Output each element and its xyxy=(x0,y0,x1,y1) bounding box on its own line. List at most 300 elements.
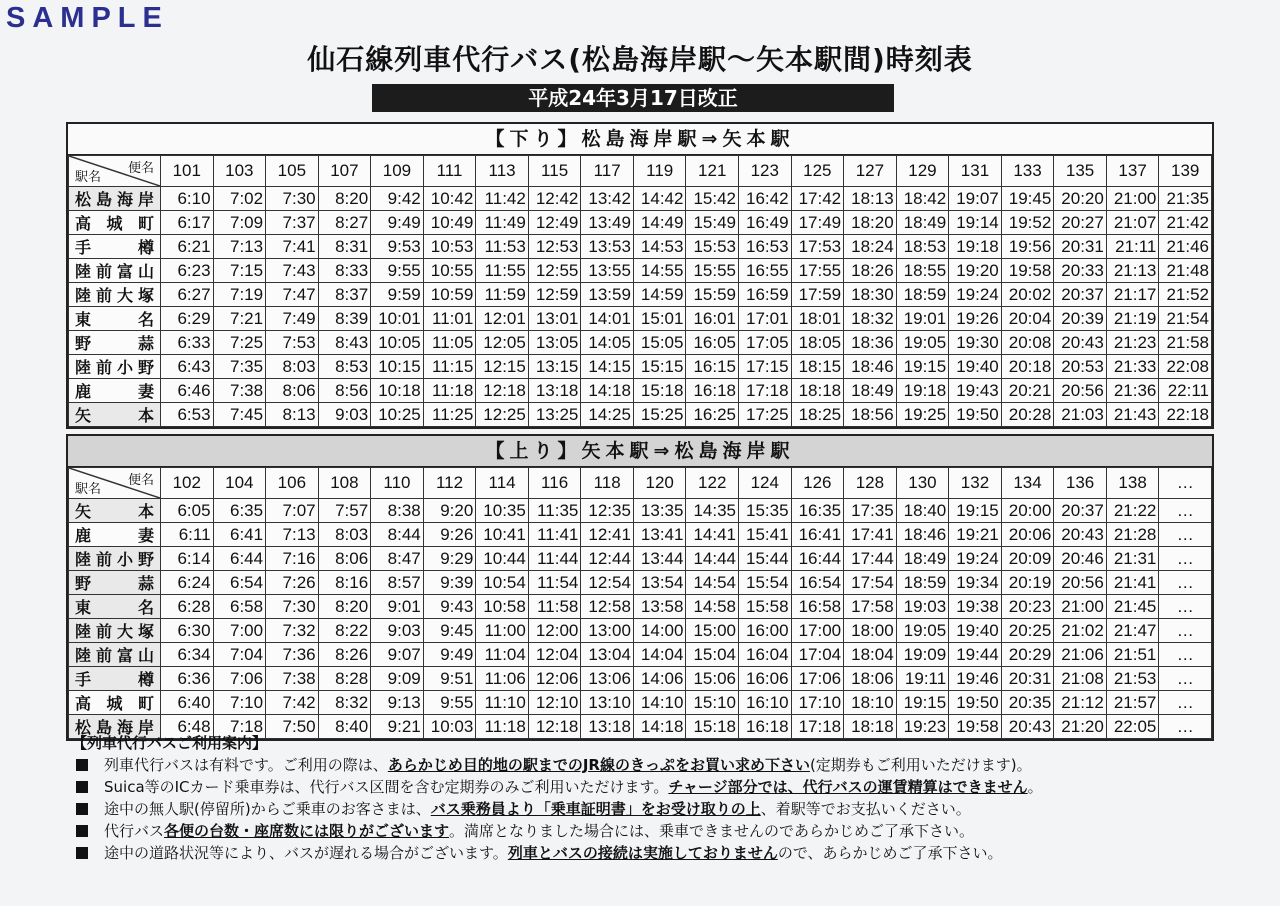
time-cell: 15:18 xyxy=(633,379,686,403)
time-cell: 15:42 xyxy=(686,187,739,211)
time-cell: 7:47 xyxy=(266,283,319,307)
note-item xyxy=(70,820,1220,842)
time-cell: 21:42 xyxy=(1159,211,1212,235)
time-cell: 17:25 xyxy=(739,403,792,427)
time-cell: … xyxy=(1159,523,1212,547)
time-cell: 11:25 xyxy=(423,403,476,427)
time-cell: 20:43 xyxy=(1054,523,1107,547)
time-cell: 13:49 xyxy=(581,211,634,235)
time-cell: 10:42 xyxy=(423,187,476,211)
note-text: 代行バス xyxy=(104,822,165,840)
time-cell: 6:40 xyxy=(161,691,214,715)
station-name: 鹿妻 xyxy=(69,523,161,547)
time-cell: 6:27 xyxy=(161,283,214,307)
time-cell: 20:53 xyxy=(1054,355,1107,379)
page-title: 仙石線列車代行バス(松島海岸駅～矢本駅間)時刻表 xyxy=(307,43,973,76)
corner-label-train: 便名 xyxy=(127,473,154,488)
station-name: 野蒜 xyxy=(69,331,161,355)
time-cell: 19:44 xyxy=(949,643,1002,667)
train-number: 102 xyxy=(161,468,214,499)
station-name: 野蒜 xyxy=(69,571,161,595)
time-cell: 19:15 xyxy=(896,691,949,715)
time-cell: 6:24 xyxy=(161,571,214,595)
time-cell: 13:06 xyxy=(581,667,634,691)
time-cell: 18:46 xyxy=(896,523,949,547)
table-row xyxy=(69,379,1212,403)
table-row xyxy=(69,619,1212,643)
time-cell: 19:58 xyxy=(949,715,1002,739)
time-cell: … xyxy=(1159,619,1212,643)
time-cell: 15:35 xyxy=(739,499,792,523)
time-cell: 7:35 xyxy=(213,355,266,379)
time-cell: 12:04 xyxy=(528,643,581,667)
time-cell: 15:06 xyxy=(686,667,739,691)
time-cell: 17:41 xyxy=(844,523,897,547)
time-cell: 14:53 xyxy=(633,235,686,259)
time-cell: 20:43 xyxy=(1001,715,1054,739)
table-row xyxy=(69,331,1212,355)
time-cell: 7:25 xyxy=(213,331,266,355)
time-cell: 18:04 xyxy=(844,643,897,667)
time-cell: 12:58 xyxy=(581,595,634,619)
time-cell: 18:42 xyxy=(896,187,949,211)
time-cell: 12:15 xyxy=(476,355,529,379)
time-cell: 11:58 xyxy=(528,595,581,619)
train-number: 134 xyxy=(1001,468,1054,499)
time-cell: 12:59 xyxy=(528,283,581,307)
note-item xyxy=(70,798,1220,820)
time-cell: 14:18 xyxy=(633,715,686,739)
table-row xyxy=(69,307,1212,331)
train-number: 121 xyxy=(686,156,739,187)
time-cell: 16:49 xyxy=(739,211,792,235)
time-cell: 19:03 xyxy=(896,595,949,619)
time-cell: 9:59 xyxy=(371,283,424,307)
time-cell: 19:40 xyxy=(949,619,1002,643)
time-cell: 7:00 xyxy=(213,619,266,643)
time-cell: 18:30 xyxy=(844,283,897,307)
time-cell: 9:45 xyxy=(423,619,476,643)
time-cell: 13:25 xyxy=(528,403,581,427)
time-cell: 8:47 xyxy=(371,547,424,571)
time-cell: … xyxy=(1159,499,1212,523)
train-number: 127 xyxy=(844,156,897,187)
time-cell: 15:25 xyxy=(633,403,686,427)
time-cell: 19:52 xyxy=(1001,211,1054,235)
time-cell: 20:31 xyxy=(1001,667,1054,691)
table-row xyxy=(69,355,1212,379)
time-cell: 21:45 xyxy=(1106,595,1159,619)
time-cell: 8:37 xyxy=(318,283,371,307)
time-cell: 7:26 xyxy=(266,571,319,595)
time-cell: 15:41 xyxy=(739,523,792,547)
time-cell: 10:55 xyxy=(423,259,476,283)
time-cell: 18:00 xyxy=(844,619,897,643)
time-cell: 9:01 xyxy=(371,595,424,619)
time-cell: 19:05 xyxy=(896,619,949,643)
time-cell: 7:36 xyxy=(266,643,319,667)
time-cell: 17:54 xyxy=(844,571,897,595)
time-cell: 8:13 xyxy=(266,403,319,427)
time-cell: 10:58 xyxy=(476,595,529,619)
time-cell: 19:05 xyxy=(896,331,949,355)
time-cell: 7:15 xyxy=(213,259,266,283)
time-cell: 10:01 xyxy=(371,307,424,331)
table-row xyxy=(69,643,1212,667)
time-cell: 7:43 xyxy=(266,259,319,283)
time-cell: 11:55 xyxy=(476,259,529,283)
time-cell: 21:35 xyxy=(1159,187,1212,211)
time-cell: 19:25 xyxy=(896,403,949,427)
time-cell: 21:03 xyxy=(1054,403,1107,427)
time-cell: 13:05 xyxy=(528,331,581,355)
time-cell: 19:09 xyxy=(896,643,949,667)
note-text: Suica等のICカード乗車券は、代行バス区間を含む定期券のみご利用いただけます。 xyxy=(104,778,669,796)
note-item xyxy=(70,842,1220,864)
time-cell: 16:25 xyxy=(686,403,739,427)
time-cell: 14:05 xyxy=(581,331,634,355)
time-cell: 19:26 xyxy=(949,307,1002,331)
time-cell: 21:00 xyxy=(1054,595,1107,619)
time-cell: 21:02 xyxy=(1054,619,1107,643)
time-cell: 16:05 xyxy=(686,331,739,355)
down-table xyxy=(68,155,1212,427)
time-cell: 21:28 xyxy=(1106,523,1159,547)
bullet-square-icon xyxy=(76,803,88,815)
time-cell: 21:33 xyxy=(1106,355,1159,379)
time-cell: 13:00 xyxy=(581,619,634,643)
time-cell: 12:44 xyxy=(581,547,634,571)
time-cell: 19:18 xyxy=(949,235,1002,259)
time-cell: 19:20 xyxy=(949,259,1002,283)
up-heading: 【上り】矢本駅⇒松島海岸駅 xyxy=(68,436,1212,467)
note-text: 列車代行バスは有料です。ご利用の際は、 xyxy=(104,756,388,774)
time-cell: 19:46 xyxy=(949,667,1002,691)
time-cell: 14:01 xyxy=(581,307,634,331)
time-cell: 18:26 xyxy=(844,259,897,283)
time-cell: 6:46 xyxy=(161,379,214,403)
time-cell: 18:56 xyxy=(844,403,897,427)
time-cell: 22:11 xyxy=(1159,379,1212,403)
time-cell: 6:34 xyxy=(161,643,214,667)
time-cell: 16:04 xyxy=(739,643,792,667)
down-timetable xyxy=(66,122,1214,429)
time-cell: 19:43 xyxy=(949,379,1002,403)
time-cell: 21:58 xyxy=(1159,331,1212,355)
time-cell: 10:53 xyxy=(423,235,476,259)
time-cell: 16:18 xyxy=(739,715,792,739)
time-cell: 10:25 xyxy=(371,403,424,427)
time-cell: 16:18 xyxy=(686,379,739,403)
time-cell: 8:44 xyxy=(371,523,424,547)
station-name: 東名 xyxy=(69,595,161,619)
time-cell: 18:18 xyxy=(844,715,897,739)
train-number: 139 xyxy=(1159,156,1212,187)
time-cell: 12:01 xyxy=(476,307,529,331)
station-name: 手樽 xyxy=(69,667,161,691)
time-cell: … xyxy=(1159,547,1212,571)
time-cell: 8:03 xyxy=(318,523,371,547)
train-number: 123 xyxy=(739,156,792,187)
time-cell: 21:23 xyxy=(1106,331,1159,355)
time-cell: 7:57 xyxy=(318,499,371,523)
corner-label-train: 便名 xyxy=(127,161,154,176)
time-cell: 21:43 xyxy=(1106,403,1159,427)
time-cell: 21:41 xyxy=(1106,571,1159,595)
time-cell: 9:39 xyxy=(423,571,476,595)
train-number: 104 xyxy=(213,468,266,499)
time-cell: 9:07 xyxy=(371,643,424,667)
time-cell: 6:35 xyxy=(213,499,266,523)
time-cell: 14:35 xyxy=(686,499,739,523)
time-cell: 21:20 xyxy=(1054,715,1107,739)
time-cell: 7:04 xyxy=(213,643,266,667)
station-name: 東名 xyxy=(69,307,161,331)
time-cell: 9:03 xyxy=(371,619,424,643)
time-cell: 18:59 xyxy=(896,571,949,595)
time-cell: 15:59 xyxy=(686,283,739,307)
time-cell: 8:27 xyxy=(318,211,371,235)
table-row xyxy=(69,547,1212,571)
train-number: 137 xyxy=(1106,156,1159,187)
time-cell: 9:26 xyxy=(423,523,476,547)
time-cell: 20:56 xyxy=(1054,379,1107,403)
time-cell: 14:55 xyxy=(633,259,686,283)
time-cell: 18:59 xyxy=(896,283,949,307)
time-cell: 9:55 xyxy=(371,259,424,283)
time-cell: 16:58 xyxy=(791,595,844,619)
train-number: 107 xyxy=(318,156,371,187)
train-number: 131 xyxy=(949,156,1002,187)
time-cell: 9:21 xyxy=(371,715,424,739)
time-cell: 21:48 xyxy=(1159,259,1212,283)
time-cell: 19:34 xyxy=(949,571,1002,595)
time-cell: 19:58 xyxy=(1001,259,1054,283)
time-cell: 10:15 xyxy=(371,355,424,379)
note-emphasis: バス乗務員より「乗車証明書」をお受け取りの上 xyxy=(430,800,761,818)
time-cell: 7:42 xyxy=(266,691,319,715)
time-cell: 15:05 xyxy=(633,331,686,355)
time-cell: 19:24 xyxy=(949,283,1002,307)
time-cell: 8:06 xyxy=(266,379,319,403)
table-row xyxy=(69,499,1212,523)
note-text: 途中の無人駅(停留所)からご乗車のお客さまは、 xyxy=(104,800,431,818)
time-cell: 8:06 xyxy=(318,547,371,571)
time-cell: 12:35 xyxy=(581,499,634,523)
time-cell: 17:10 xyxy=(791,691,844,715)
time-cell: 20:31 xyxy=(1054,235,1107,259)
time-cell: 19:14 xyxy=(949,211,1002,235)
time-cell: 16:55 xyxy=(739,259,792,283)
time-cell: 16:10 xyxy=(739,691,792,715)
time-cell: 14:06 xyxy=(633,667,686,691)
time-cell: 11:18 xyxy=(423,379,476,403)
time-cell: 16:15 xyxy=(686,355,739,379)
time-cell: 20:37 xyxy=(1054,499,1107,523)
time-cell: 14:15 xyxy=(581,355,634,379)
time-cell: 14:54 xyxy=(686,571,739,595)
time-cell: 11:53 xyxy=(476,235,529,259)
time-cell: 16:59 xyxy=(739,283,792,307)
train-number: 122 xyxy=(686,468,739,499)
train-number: 112 xyxy=(423,468,476,499)
time-cell: 16:00 xyxy=(739,619,792,643)
time-cell: 14:41 xyxy=(686,523,739,547)
time-cell: 11:01 xyxy=(423,307,476,331)
train-number: 101 xyxy=(161,156,214,187)
time-cell: 18:10 xyxy=(844,691,897,715)
time-cell: 11:18 xyxy=(476,715,529,739)
time-cell: 18:13 xyxy=(844,187,897,211)
station-name: 陸前大塚 xyxy=(69,283,161,307)
time-cell: 13:58 xyxy=(633,595,686,619)
time-cell: 7:38 xyxy=(213,379,266,403)
table-row xyxy=(69,667,1212,691)
time-cell: 20:29 xyxy=(1001,643,1054,667)
train-number: 113 xyxy=(476,156,529,187)
note-emphasis: 列車とバスの接続は実施しておりません xyxy=(507,844,778,862)
time-cell: 12:25 xyxy=(476,403,529,427)
note-emphasis: あらかじめ目的地の駅までのJR線のきっぷをお買い求め下さい xyxy=(387,756,810,774)
time-cell: 11:04 xyxy=(476,643,529,667)
time-cell: … xyxy=(1159,691,1212,715)
down-heading: 【下り】松島海岸駅⇒矢本駅 xyxy=(68,124,1212,155)
note-emphasis: チャージ部分では、代行バスの運賃精算はできません xyxy=(668,778,1028,796)
time-cell: 13:04 xyxy=(581,643,634,667)
time-cell: 12:18 xyxy=(528,715,581,739)
time-cell: 6:54 xyxy=(213,571,266,595)
time-cell: 7:10 xyxy=(213,691,266,715)
time-cell: 21:36 xyxy=(1106,379,1159,403)
time-cell: 20:28 xyxy=(1001,403,1054,427)
table-row xyxy=(69,283,1212,307)
time-cell: 13:55 xyxy=(581,259,634,283)
time-cell: 13:44 xyxy=(633,547,686,571)
train-number: 106 xyxy=(266,468,319,499)
bullet-square-icon xyxy=(76,847,88,859)
station-name: 陸前小野 xyxy=(69,355,161,379)
time-cell: 6:36 xyxy=(161,667,214,691)
time-cell: 9:51 xyxy=(423,667,476,691)
train-number: 132 xyxy=(949,468,1002,499)
time-cell: 13:42 xyxy=(581,187,634,211)
time-cell: 7:38 xyxy=(266,667,319,691)
train-number: 120 xyxy=(633,468,686,499)
time-cell: 21:17 xyxy=(1106,283,1159,307)
time-cell: 17:42 xyxy=(791,187,844,211)
time-cell: 20:04 xyxy=(1001,307,1054,331)
time-cell: 7:21 xyxy=(213,307,266,331)
time-cell: 19:30 xyxy=(949,331,1002,355)
note-item xyxy=(70,754,1220,776)
time-cell: 13:35 xyxy=(633,499,686,523)
time-cell: 21:00 xyxy=(1106,187,1159,211)
train-number: 118 xyxy=(581,468,634,499)
time-cell: 6:43 xyxy=(161,355,214,379)
train-number: 119 xyxy=(633,156,686,187)
time-cell: 16:53 xyxy=(739,235,792,259)
time-cell: 18:55 xyxy=(896,259,949,283)
time-cell: 20:09 xyxy=(1001,547,1054,571)
time-cell: 9:20 xyxy=(423,499,476,523)
time-cell: 19:40 xyxy=(949,355,1002,379)
time-cell: 11:54 xyxy=(528,571,581,595)
time-cell: 20:43 xyxy=(1054,331,1107,355)
time-cell: 15:15 xyxy=(633,355,686,379)
time-cell: 7:41 xyxy=(266,235,319,259)
time-cell: 17:49 xyxy=(791,211,844,235)
time-cell: 21:07 xyxy=(1106,211,1159,235)
time-cell: 15:53 xyxy=(686,235,739,259)
corner-label-station: 駅名 xyxy=(75,482,102,497)
train-number: 124 xyxy=(739,468,792,499)
time-cell: 20:35 xyxy=(1001,691,1054,715)
time-cell: 17:58 xyxy=(844,595,897,619)
time-cell: 18:25 xyxy=(791,403,844,427)
time-cell: 11:42 xyxy=(476,187,529,211)
time-cell: 15:44 xyxy=(739,547,792,571)
station-name: 陸前富山 xyxy=(69,643,161,667)
station-name: 陸前富山 xyxy=(69,259,161,283)
time-cell: … xyxy=(1159,715,1212,739)
time-cell: 11:10 xyxy=(476,691,529,715)
time-cell: 19:21 xyxy=(949,523,1002,547)
corner-label-station: 駅名 xyxy=(75,170,102,185)
train-number: 109 xyxy=(371,156,424,187)
corner-header xyxy=(69,156,161,187)
time-cell: 13:10 xyxy=(581,691,634,715)
time-cell: 10:05 xyxy=(371,331,424,355)
time-cell: 17:05 xyxy=(739,331,792,355)
note-emphasis: 各便の台数・座席数には限りがございます xyxy=(164,822,450,840)
time-cell: 18:18 xyxy=(791,379,844,403)
time-cell: 7:53 xyxy=(266,331,319,355)
time-cell: 13:18 xyxy=(528,379,581,403)
time-cell: 9:49 xyxy=(371,211,424,235)
time-cell: 19:15 xyxy=(896,355,949,379)
time-cell: 6:21 xyxy=(161,235,214,259)
time-cell: 13:18 xyxy=(581,715,634,739)
train-number: 103 xyxy=(213,156,266,187)
table-row xyxy=(69,403,1212,427)
time-cell: 13:41 xyxy=(633,523,686,547)
time-cell: 12:10 xyxy=(528,691,581,715)
train-number: 117 xyxy=(581,156,634,187)
train-number: 125 xyxy=(791,156,844,187)
train-number: 130 xyxy=(896,468,949,499)
bullet-square-icon xyxy=(76,825,88,837)
time-cell: 8:56 xyxy=(318,379,371,403)
time-cell: 16:54 xyxy=(791,571,844,595)
time-cell: 11:06 xyxy=(476,667,529,691)
time-cell: 16:01 xyxy=(686,307,739,331)
time-cell: 7:02 xyxy=(213,187,266,211)
time-cell: 17:06 xyxy=(791,667,844,691)
time-cell: 13:53 xyxy=(581,235,634,259)
time-cell: 19:11 xyxy=(896,667,949,691)
time-cell: 11:35 xyxy=(528,499,581,523)
time-cell: 20:02 xyxy=(1001,283,1054,307)
time-cell: 17:15 xyxy=(739,355,792,379)
train-number: 129 xyxy=(896,156,949,187)
table-row xyxy=(69,571,1212,595)
time-cell: 19:23 xyxy=(896,715,949,739)
time-cell: 8:16 xyxy=(318,571,371,595)
time-cell: 15:49 xyxy=(686,211,739,235)
time-cell: 9:53 xyxy=(371,235,424,259)
time-cell: 6:23 xyxy=(161,259,214,283)
time-cell: 17:35 xyxy=(844,499,897,523)
